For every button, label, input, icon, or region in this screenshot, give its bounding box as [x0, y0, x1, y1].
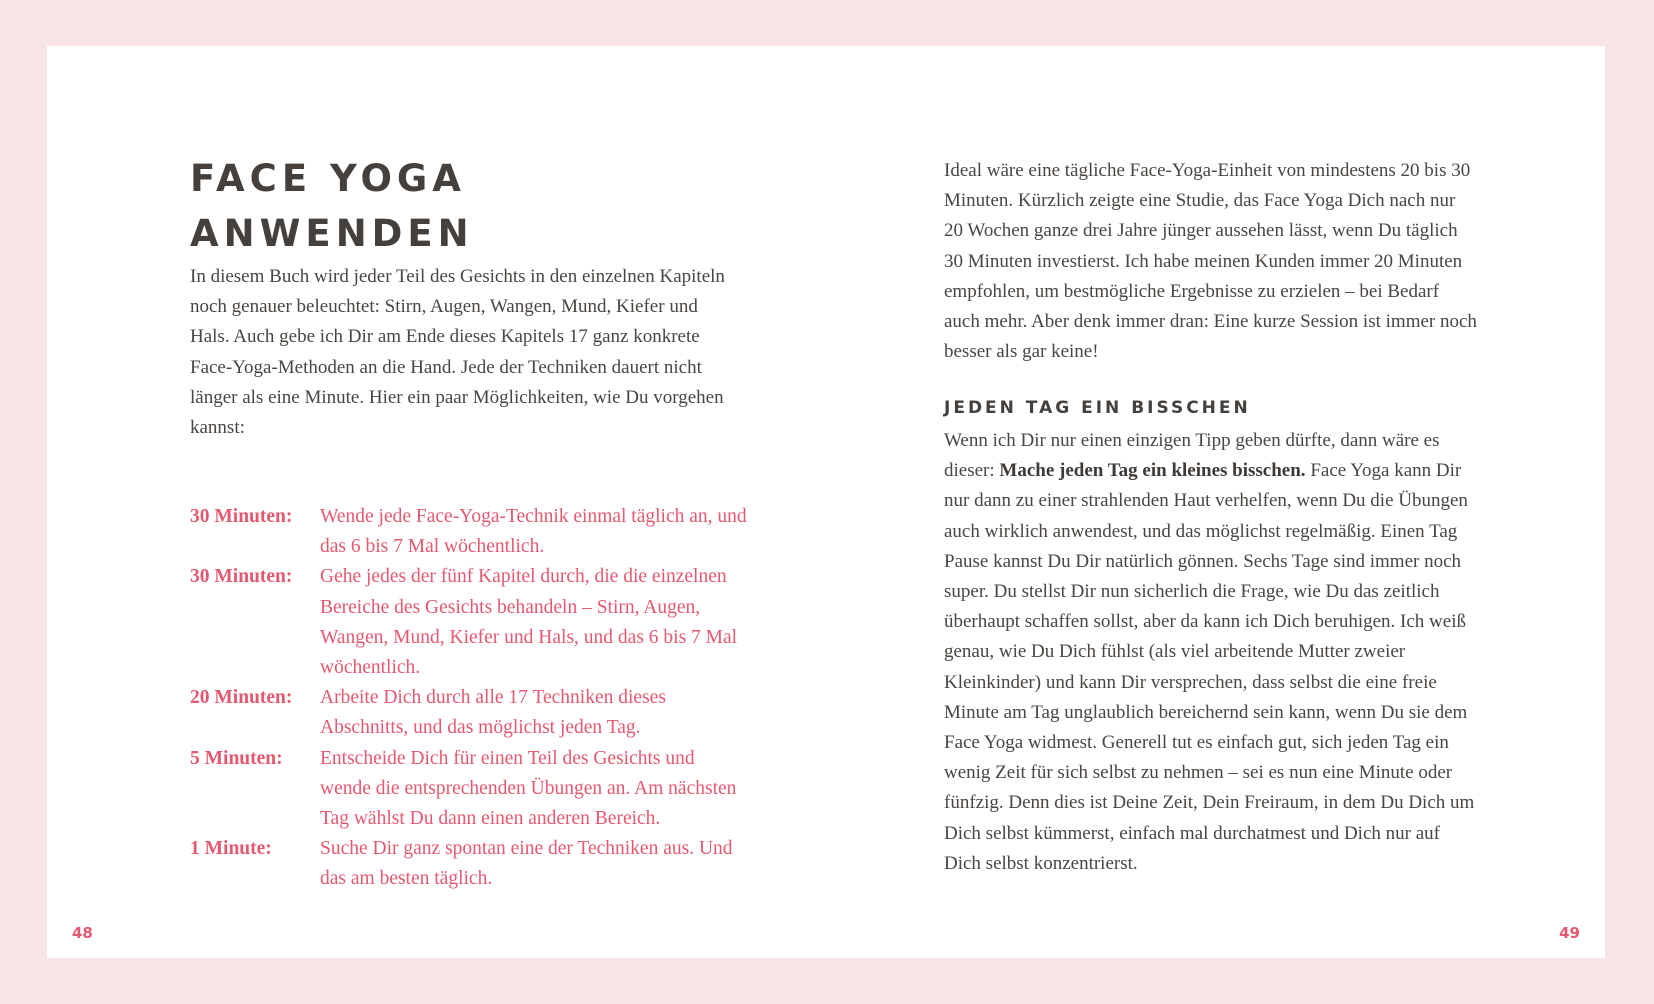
body-emphasis: Mache jeden Tag ein kleines bisschen. — [999, 460, 1306, 482]
plan-item — [190, 834, 750, 894]
left-page — [47, 46, 826, 958]
plan-duration: 5 Minuten: — [190, 747, 283, 769]
plan-duration: 1 Minute: — [190, 838, 272, 860]
book-spread — [47, 46, 1605, 958]
title-line-2: ANWENDEN — [190, 212, 474, 255]
plan-item — [190, 502, 750, 562]
body-text-start: Wenn ich Dir nur einen einzigen Tipp geben dürfte, dann wäre es dieser: — [944, 430, 1440, 482]
plan-description: Gehe jedes der fünf Kapitel durch, die die einzelnen Bereiche des Gesichts behandeln – Stirn, Augen, Wangen, Mund, Kiefer und Hals, und das 6 bis 7 Mal wöchentlich. — [320, 566, 738, 679]
plan-item — [190, 683, 750, 743]
plan-duration: 20 Minuten: — [190, 687, 293, 709]
page-title — [190, 151, 474, 261]
plan-description: Suche Dir ganz spontan eine der Techniken aus. Und das am besten täglich. — [320, 838, 733, 890]
plan-list — [190, 502, 750, 895]
plan-duration: 30 Minuten: — [190, 506, 293, 527]
plan-description: Wende jede Face-Yoga-Technik einmal täglich an, und das 6 bis 7 Mal wöchentlich. — [320, 506, 747, 558]
plan-item — [190, 744, 750, 835]
right-body-paragraph — [944, 426, 1479, 879]
plan-description: Entscheide Dich für einen Teil des Gesichts und wende die entsprechenden Übungen an. Am nächsten Tag wählst Du dann einen anderen Bereich. — [320, 747, 737, 830]
body-text-rest: Face Yoga kann Dir nur dann zu einer strahlenden Haut verhelfen, wenn Du die Übungen auch wirklich anwendest, und das möglichst regelmäßig. Einen Tag Pause kannst Du Dir natürlich gönnen. Sechs Tage sind immer noch super. Du stellst Dir nun sicherlich die Frage, wie Du das zeitlich überhaupt schaffen sollst, aber da kann ich Dich beruhigen. Ich weiß genau, wie Du Dich fühlst (als viel arbeitende Mutter zweier Kleinkinder) und kann Dir versprechen, dass selbst die eine freie Minute am Tag unglaublich bereichernd sein kann, wenn Du sie dem Face Yoga widmest. Generell tut es einfach gut, sich jeden Tag ein wenig Zeit für sich selbst zu nehmen – sei es nun eine Minute oder fünfzig. Denn dies ist Deine Zeit, Dein Freiraum, in dem Du Dich um Dich selbst kümmerst, einfach mal durchatmest und Dich nur auf Dich selbst konzentrierst. — [944, 460, 1475, 874]
page-number-right: 49 — [1559, 924, 1580, 942]
section-heading: JEDEN TAG EIN BISSCHEN — [944, 398, 1251, 418]
intro-paragraph: In diesem Buch wird jeder Teil des Gesichts in den einzelnen Kapiteln noch genauer beleuchtet: Stirn, Augen, Wangen, Mund, Kiefer und Hals. Auch gebe ich Dir am Ende dieses Kapitels 17 ganz konkrete Face-Yoga-Methoden an die Hand. Jede der Techniken dauert nicht länger als eine Minute. Hier ein paar Möglichkeiten, wie Du vorgehen kannst: — [190, 266, 725, 439]
page-number-left: 48 — [72, 924, 93, 942]
title-line-1: FACE YOGA — [190, 157, 466, 200]
plan-item — [190, 562, 750, 683]
right-page — [826, 46, 1605, 958]
right-intro-paragraph: Ideal wäre eine tägliche Face-Yoga-Einheit von mindestens 20 bis 30 Minuten. Kürzlich zeigte eine Studie, das Face Yoga Dich nach nur 20 Wochen ganze drei Jahre jünger aussehen lässt, wenn Du täglich 30 Minuten investierst. Ich habe meinen Kunden immer 20 Minuten empfohlen, um bestmögliche Ergebnisse zu erzielen – bei Bedarf auch mehr. Aber denk immer dran: Eine kurze Session ist immer noch besser als gar keine! — [944, 160, 1477, 363]
plan-description: Arbeite Dich durch alle 17 Techniken dieses Abschnitts, und das möglichst jeden Tag. — [320, 687, 666, 739]
plan-duration: 30 Minuten: — [190, 566, 293, 588]
